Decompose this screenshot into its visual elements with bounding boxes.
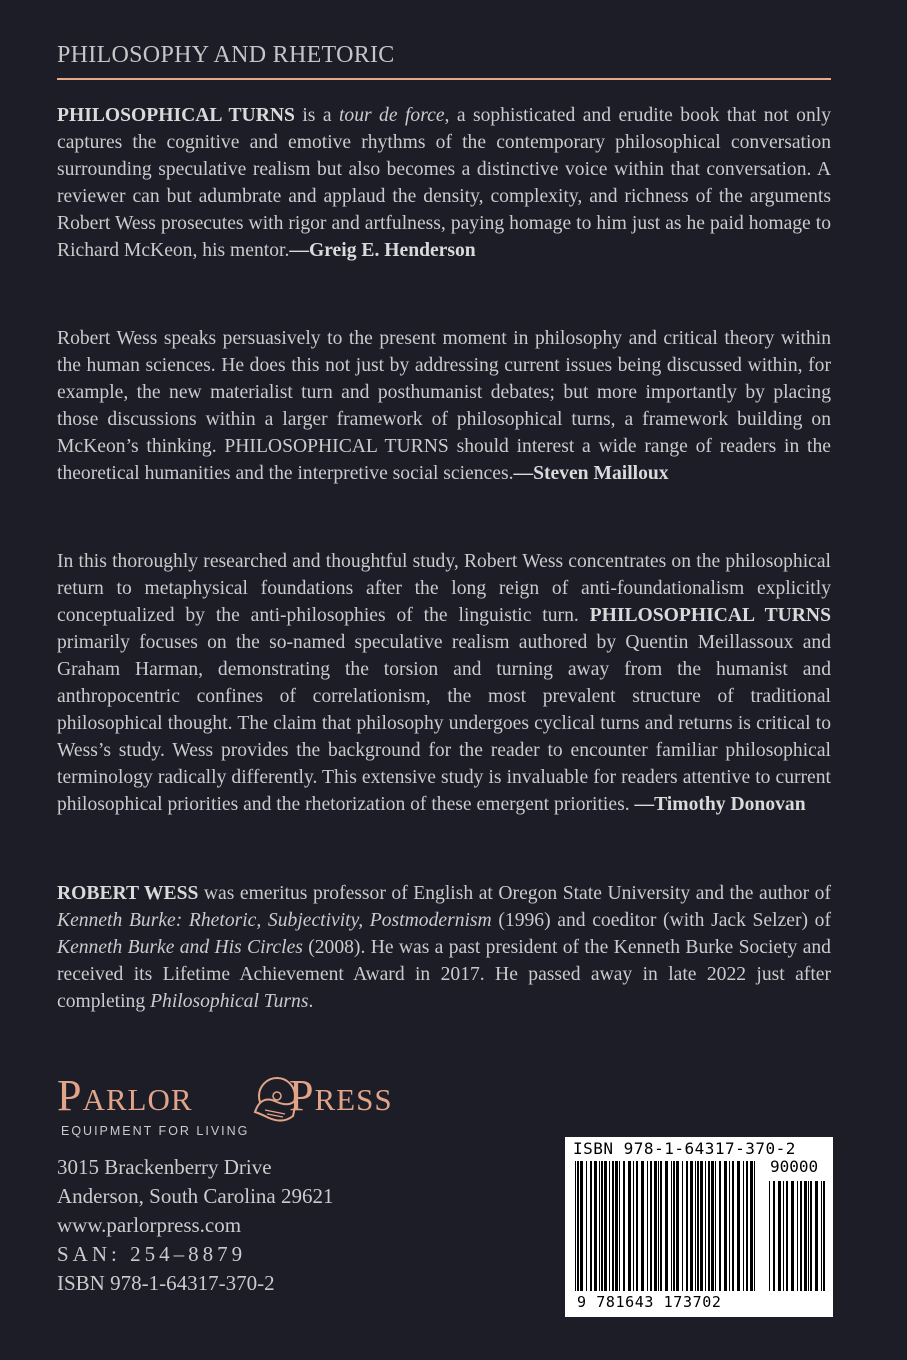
barcode-bar [737, 1161, 740, 1291]
publisher-san: SAN: 254–8879 [57, 1242, 247, 1266]
blurb-text: Robert Wess speaks persuasively to the present moment in philosophy and critical theory within the human sciences. He does this not just by addressing current issues being discussed within, for example, the new materialist turn and posthumanist debates; but more importantly by placing those discussions within a larger framework of philosophical turns, a framework building on McKeon’s thinking. PHILOSOPHICAL TURNS should interest a wide range of readers in the theoretical humanities and the interpretive social sciences. [57, 328, 831, 484]
barcode-bar [750, 1161, 753, 1291]
barcode-bar [700, 1161, 703, 1291]
book-title-mention: PHILOSOPHICAL TURNS [57, 105, 295, 126]
isbn-barcode [565, 1137, 833, 1317]
barcode-bar [729, 1161, 730, 1291]
blurb-henderson [57, 102, 831, 264]
barcode-bar [823, 1181, 825, 1291]
barcode-bar [647, 1161, 648, 1291]
barcode-isbn-label: ISBN 978-1-64317-370-2 [573, 1139, 796, 1158]
bio-text: . [308, 991, 314, 1012]
barcode-bar [783, 1181, 784, 1291]
publisher-isbn: ISBN 978-1-64317-370-2 [57, 1271, 275, 1295]
barcode-bar [810, 1181, 812, 1291]
barcode-bar [773, 1181, 775, 1291]
barcode-bar [695, 1161, 696, 1291]
barcode-bar [654, 1161, 657, 1291]
barcode-bar [641, 1161, 644, 1291]
address-line-2: Anderson, South Carolina 29621 [57, 1184, 334, 1208]
barcode-bar [705, 1161, 706, 1291]
barcode-bar [673, 1161, 675, 1291]
series-title: PHILOSOPHY AND RHETORIC [57, 42, 395, 68]
barcode-bar [586, 1161, 587, 1291]
blurb-text: primarily focuses on the so-named speculative realism authored by Quentin Meillassoux and Graham Harman, demonstrating the torsion and turning away from the humanist and anthropocentric confines of correlationism, the most prevalent structure of traditional philosophical thought. The claim that philosophy undergoes cyclical turns and returns is critical to Wess’s study. Wess provides the background for the reader to encounter familiar philosophical terminology radically differently. This extensive study is invaluable for readers attentive to current philosophical priorities and the rhetorization of these emergent priorities. [57, 632, 831, 815]
bio-book-title: Kenneth Burke and His Circles [57, 937, 303, 958]
barcode-bar [786, 1181, 788, 1291]
barcode-bar [715, 1161, 716, 1291]
barcode-bar [580, 1161, 583, 1291]
blurb-donovan [57, 548, 831, 818]
barcode-bar [800, 1181, 802, 1291]
barcode-bar [732, 1161, 734, 1291]
publisher-logo [57, 1070, 427, 1140]
blurb-author: —Timothy Donovan [634, 794, 806, 815]
address-line-1: 3015 Brackenberry Drive [57, 1155, 272, 1179]
barcode-price-code: 90000 [770, 1157, 819, 1176]
barcode-bar [599, 1161, 600, 1291]
barcode-bar [612, 1161, 614, 1291]
barcode-bar [708, 1161, 710, 1291]
barcode-bar [676, 1161, 679, 1291]
barcode-bar [577, 1161, 579, 1291]
barcode-bar [650, 1161, 652, 1291]
barcode-bar [746, 1161, 748, 1291]
barcode-bar [658, 1161, 659, 1291]
barcode-bar [791, 1181, 794, 1291]
blurb-author: —Steven Mailloux [513, 463, 669, 484]
barcode-bar [804, 1181, 807, 1291]
barcode-bar [682, 1161, 683, 1291]
bio-text: was emeritus professor of English at Oregon State University and the author of [198, 883, 831, 904]
publisher-address [57, 1153, 333, 1298]
barcode-bar [636, 1161, 638, 1291]
barcode-digits: 9 781643 173702 [577, 1293, 722, 1311]
blurb-mailloux [57, 325, 831, 487]
barcode-bar [697, 1161, 699, 1291]
barcode-bar [821, 1181, 822, 1291]
barcode-bar [743, 1161, 744, 1291]
header-divider [57, 78, 831, 80]
author-bio [57, 880, 831, 1015]
blurb-text: In this thoroughly researched and thoughtful study, Robert Wess concentrates on the philosophical return to metaphysical foundations after the long reign of anti-foundationalism explicitly conceptualized by the anti-philosophies of the linguistic turn. [57, 551, 831, 626]
blurb-author: —Greig E. Henderson [289, 240, 476, 261]
barcode-bar [808, 1181, 809, 1291]
barcode-bar [628, 1161, 631, 1291]
publisher-tagline: EQUIPMENT FOR LIVING [61, 1124, 250, 1138]
logo-word-parlor: Parlor [57, 1071, 193, 1120]
barcode-bar [575, 1161, 576, 1291]
barcode-bar [609, 1161, 610, 1291]
barcode-bar [671, 1161, 672, 1291]
barcode-bar [660, 1161, 662, 1291]
barcode-bar [619, 1161, 620, 1291]
blurb-emphasis: tour de force [338, 105, 445, 126]
bio-book-title: Kenneth Burke: Rhetoric, Subjectivity, Postmodernism [57, 910, 492, 931]
barcode-bar [711, 1161, 714, 1291]
bio-text: (1996) and coeditor (with Jack Selzer) of [491, 910, 831, 931]
barcode-bar [623, 1161, 625, 1291]
publisher-website: www.parlorpress.com [57, 1213, 242, 1237]
barcode-bar [724, 1161, 727, 1291]
barcode-bar [778, 1181, 781, 1291]
blurb-text: , a sophisticated and erudite book that not only captures the cognitive and emotive rhythms of the contemporary philosophical conversation surrounding speculative realism but also becomes a distinctive voice within that conversation. A reviewer can but adumbrate and applaud the density, complexity, and richness of the arguments Robert Wess prosecutes with rigor and artfulness, paying homage to him just as he paid homage to Richard McKeon, his mentor. [57, 105, 831, 261]
barcode-bar [769, 1181, 770, 1291]
logo-word-press: Press [289, 1071, 393, 1120]
barcode-bar [797, 1181, 798, 1291]
bio-text: (2008). He was a past president of the Kenneth Burke Society and received its Lifetime Achievement Award in 2017. He passed away in late 2022 just after completing [57, 937, 831, 1012]
book-title-mention: PHILOSOPHICAL TURNS [589, 605, 831, 626]
barcode-bar [815, 1181, 818, 1291]
barcode-bar [719, 1161, 721, 1291]
barcode-bar [633, 1161, 634, 1291]
barcode-bar [601, 1161, 603, 1291]
blurb-text: is a [294, 105, 339, 126]
barcode-bar [594, 1161, 597, 1291]
barcode-bar [604, 1161, 607, 1291]
barcode-bar [754, 1161, 755, 1291]
author-name: ROBERT WESS [57, 883, 199, 904]
barcode-bar [665, 1161, 668, 1291]
bio-book-title: Philosophical Turns [150, 991, 309, 1012]
barcode-bar [615, 1161, 618, 1291]
barcode-bar [686, 1161, 688, 1291]
barcode-bar [590, 1161, 592, 1291]
barcode-bar [690, 1161, 693, 1291]
